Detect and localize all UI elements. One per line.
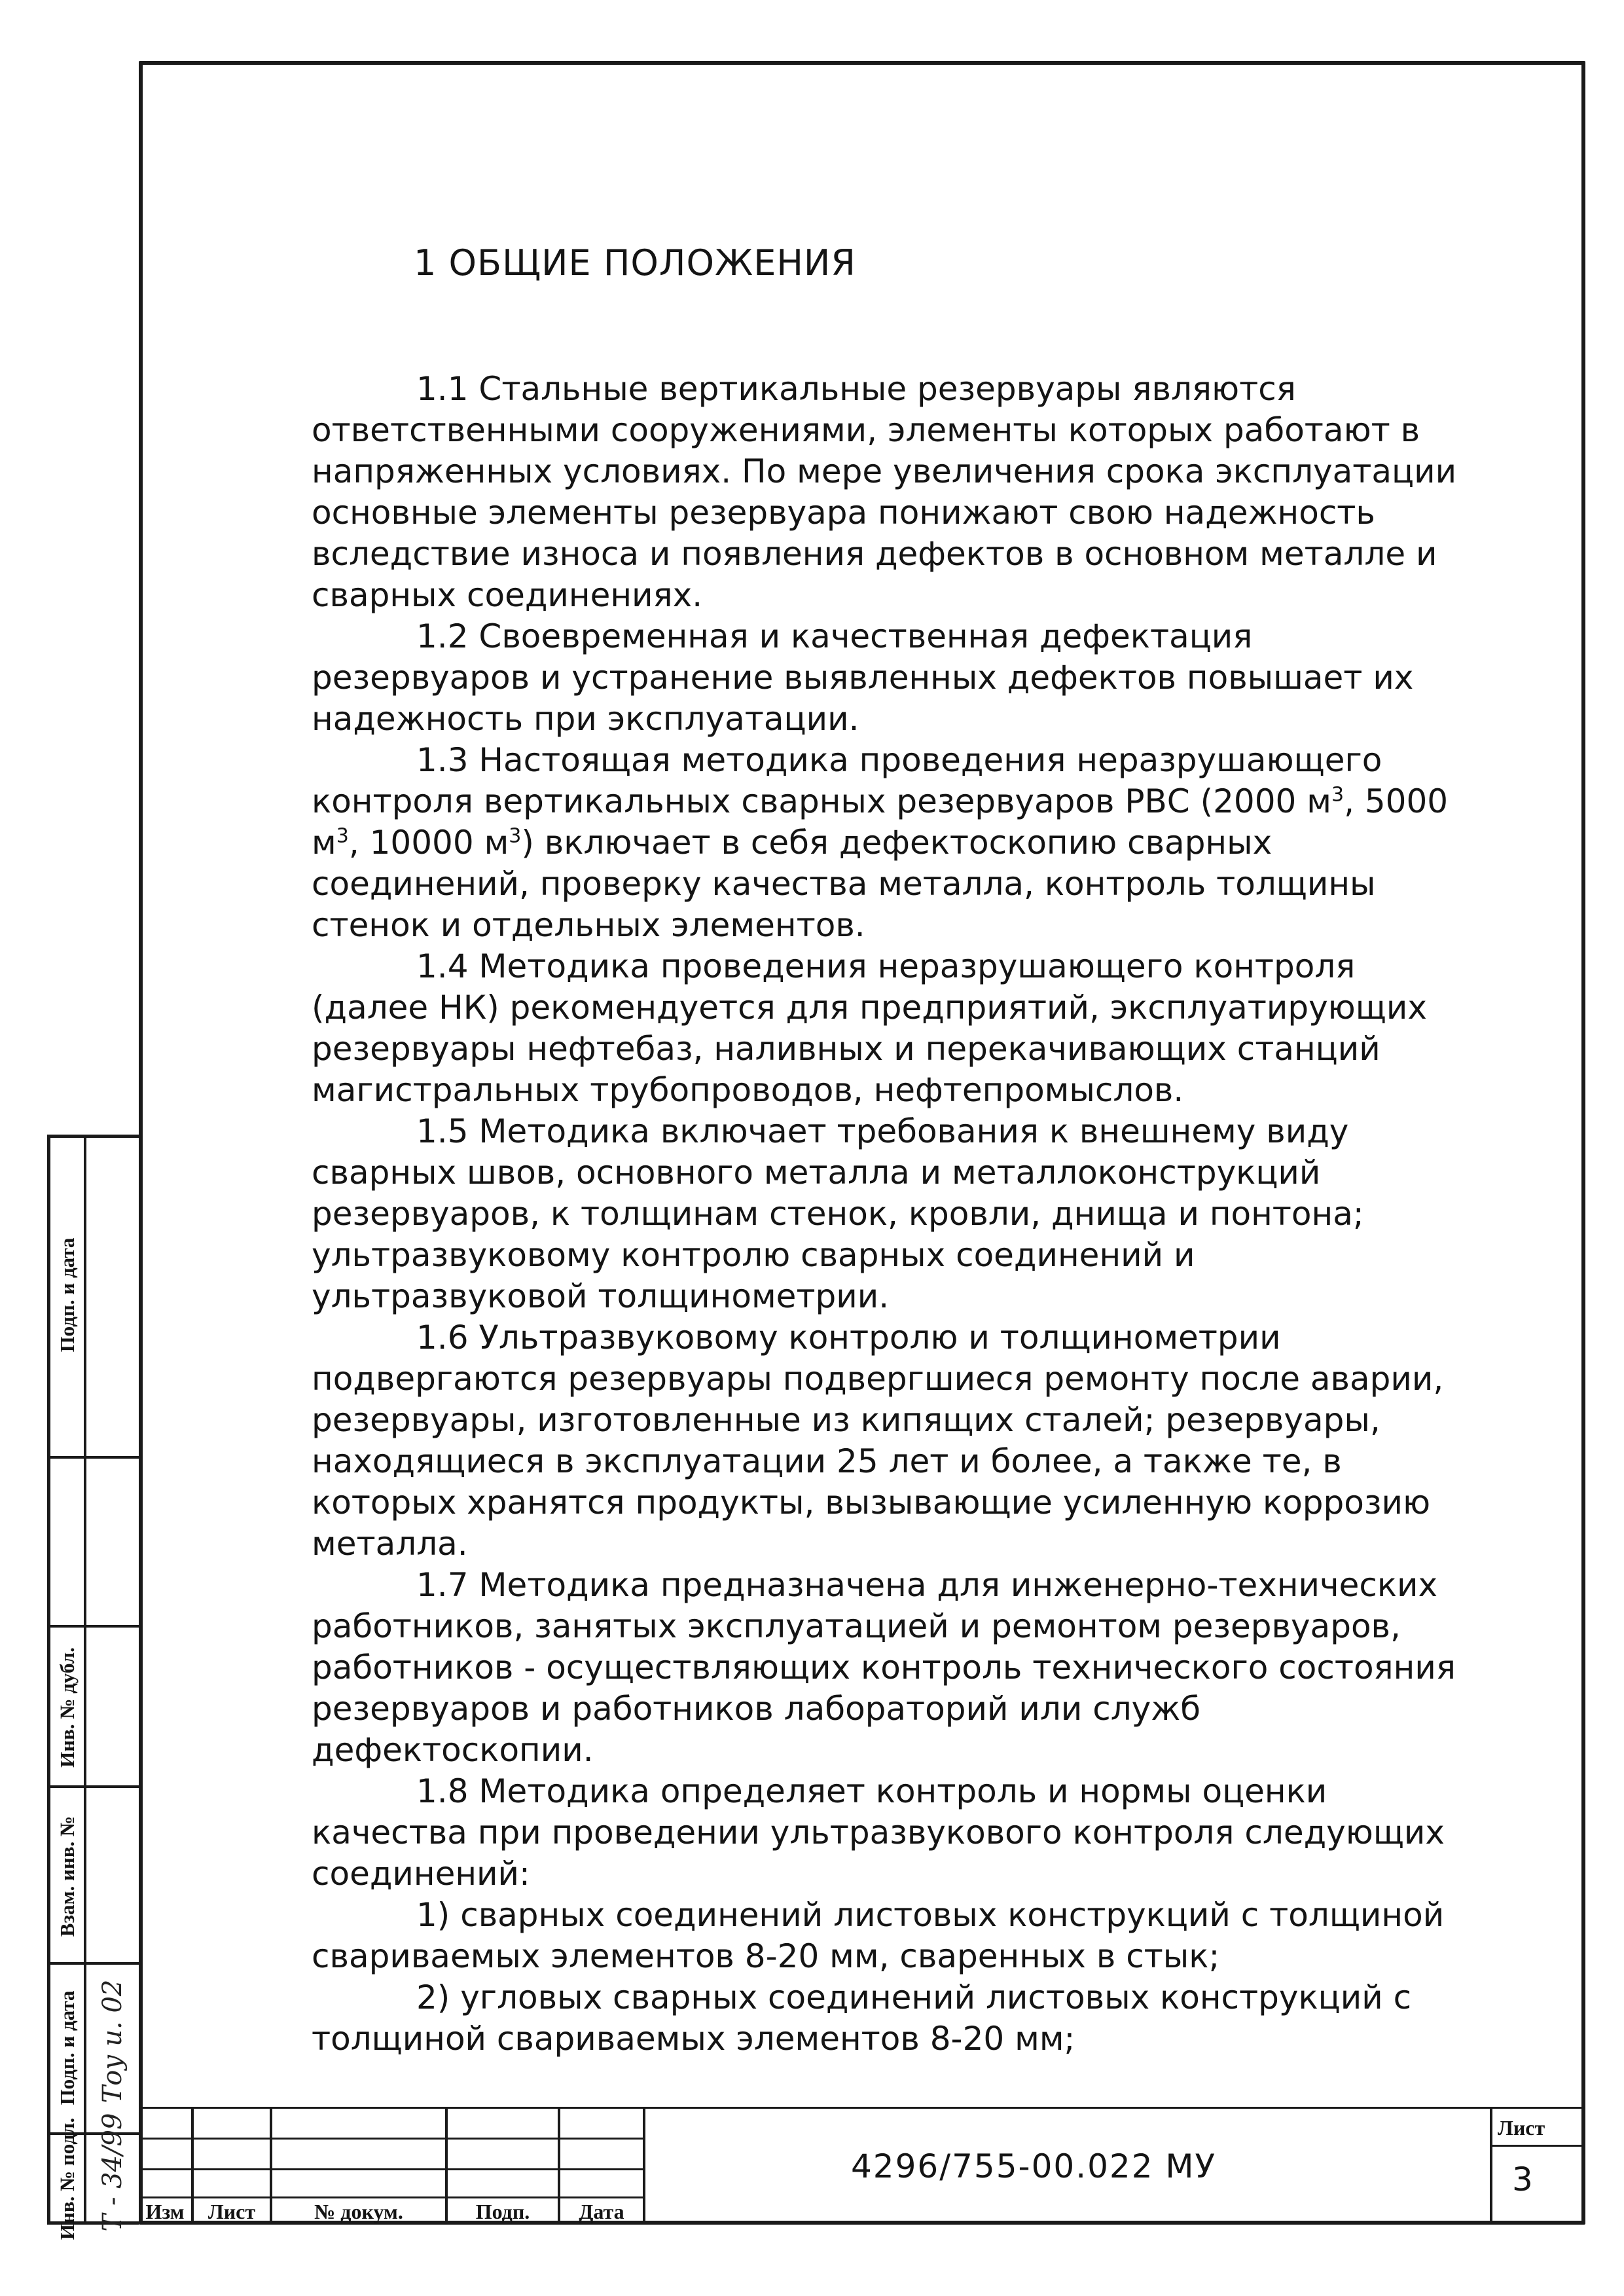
list-item-1: 1) сварных соединений листовых конструкций с толщиной свариваемых элементов 8-20 мм, сваренных в стык;	[312, 1896, 1445, 1975]
title-block-line	[139, 2168, 643, 2170]
paragraph-1-4: 1.4 Методика проведения неразрушающего контроля (далее НК) рекомендуется для предприятий, эксплуатирующих резервуары нефтебаз, наливных и перекачивающих станций магистральных трубопроводов, нефтепромыслов.	[312, 947, 1427, 1109]
paragraph-1-7: 1.7 Методика предназначена для инженерно-технических работников, занятых эксплуатацией и ремонтом резервуаров, работников - осуществляющих контроль технического состояния резервуаров и работников лабораторий или служб дефектоскопии.	[312, 1566, 1456, 1769]
header-list: Лист	[208, 2200, 256, 2223]
stamp-label-inv-dubl: Инв. № дубл.	[56, 1647, 79, 1768]
side-stamp	[47, 1135, 139, 2240]
superscript: 3	[336, 824, 349, 848]
paragraph-1-8: 1.8 Методика определяет контроль и нормы оценки качества при проведении ультразвукового контроля следующих соединений:	[312, 1772, 1445, 1893]
paragraph-1-3-text: , 10000 м	[348, 824, 509, 862]
stamp-label-podp-data: Подп. и дата	[56, 1990, 79, 2105]
section-heading: 1 ОБЩИЕ ПОЛОЖЕНИЯ	[414, 242, 856, 283]
stamp-label-inv-podl: Инв. № подл.	[56, 2117, 79, 2240]
stamp-cell	[50, 1459, 139, 1628]
stamp-label-podp-data-top: Подп. и дата	[56, 1237, 79, 1353]
sheet-number: 3	[1512, 2160, 1533, 2198]
sheet-label: Лист	[1498, 2116, 1545, 2140]
superscript: 3	[509, 824, 522, 848]
header-date: Дата	[579, 2200, 624, 2223]
title-block-line	[1490, 2107, 1492, 2225]
list-item-2: 2) угловых сварных соединений листовых конструкций с толщиной свариваемых элементов 8-20 мм;	[312, 1978, 1412, 2058]
document-body	[312, 369, 1457, 2060]
paragraph-1-1: 1.1 Стальные вертикальные резервуары являются ответственными сооружениями, элементы которых работают в напряженных условиях. По мере увеличения срока эксплуатации основные элементы резервуара понижают свою надежность вследствие износа и появления дефектов в основном металле и сварных соединениях.	[312, 370, 1457, 614]
paragraph-1-2: 1.2 Своевременная и качественная дефектация резервуаров и устранение выявленных дефектов повышает их надежность при эксплуатации.	[312, 617, 1414, 738]
stamp-label-vzam-inv: Взам. инв. №	[56, 1815, 79, 1937]
paragraph-1-3-text: ) включает в себя дефектоскопию сварных соединений, проверку качества металла, контроль толщины стенок и отдельных элементов.	[312, 824, 1376, 944]
handwritten-signature-date: Тоу и. 02	[98, 1979, 128, 2104]
paragraph-1-3-text: 1.3 Настоящая методика проведения неразрушающего контроля вертикальных сварных резервуаров РВС (2000 м	[312, 741, 1382, 820]
title-block-line	[139, 2107, 1585, 2109]
title-block-line	[1490, 2145, 1585, 2147]
paragraph-1-3-text: , 5000 м	[312, 782, 1449, 862]
title-block-line	[139, 2138, 643, 2140]
handwritten-inventory-number: Т - 34/99	[98, 2113, 128, 2232]
paragraph-1-5: 1.5 Методика включает требования к внешнему виду сварных швов, основного металла и металлоконструкций резервуаров, к толщинам стенок, кровли, днища и понтона; ультразвуковому контролю сварных соединений и ультразвуковой толщинометрии.	[312, 1112, 1364, 1315]
header-signature: Подп.	[475, 2200, 530, 2223]
paragraph-1-3	[312, 740, 1457, 946]
paragraph-1-6: 1.6 Ультразвуковому контролю и толщинометрии подвергаются резервуары подвергшиеся ремонту после аварии, резервуары, изготовленные из кипящих сталей; резервуары, находящиеся в эксплуатации 25 лет и более, а также те, в которых хранятся продукты, вызывающие усиленную коррозию металла.	[312, 1319, 1444, 1563]
header-doc-number: № докум.	[314, 2200, 403, 2223]
superscript: 3	[1331, 783, 1344, 807]
header-izm: Изм	[145, 2200, 185, 2223]
document-code: 4296/755-00.022 МУ	[851, 2147, 1217, 2185]
title-block-line	[643, 2107, 645, 2225]
